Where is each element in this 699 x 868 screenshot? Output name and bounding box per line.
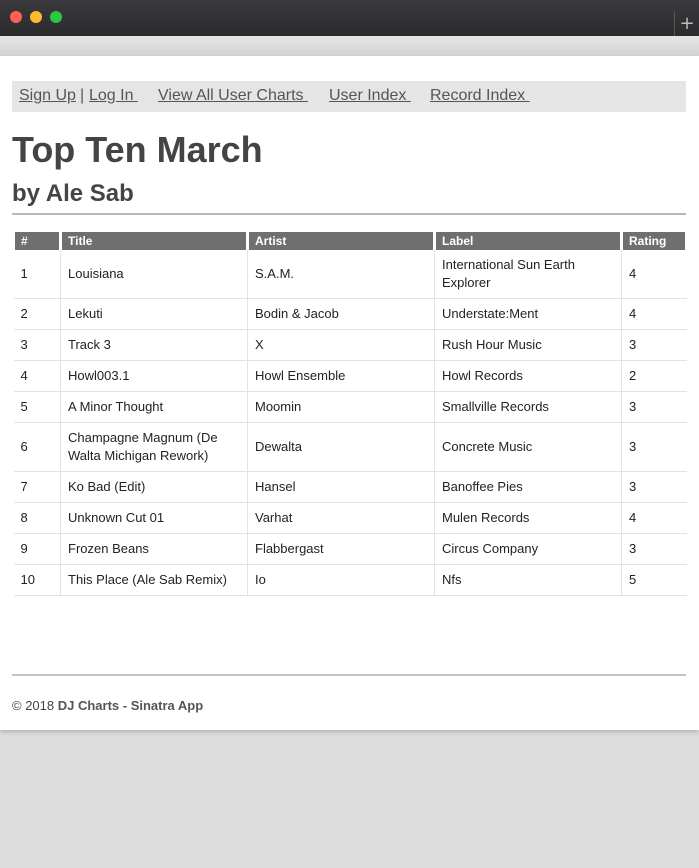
cell-title: Unknown Cut 01 bbox=[61, 503, 248, 534]
table-row bbox=[14, 299, 687, 330]
cell-artist: Io bbox=[248, 565, 435, 596]
cell-label: Understate:Ment bbox=[435, 299, 622, 330]
cell-artist: Varhat bbox=[248, 503, 435, 534]
cell-number: 6 bbox=[14, 423, 61, 472]
cell-label: Smallville Records bbox=[435, 392, 622, 423]
cell-label: International Sun Earth Explorer bbox=[435, 250, 622, 299]
cell-rating: 4 bbox=[622, 299, 687, 330]
top-navigation bbox=[12, 81, 686, 112]
table-row bbox=[14, 361, 687, 392]
cell-title: Ko Bad (Edit) bbox=[61, 472, 248, 503]
column-header-title: Title bbox=[61, 232, 248, 250]
cell-artist: Bodin & Jacob bbox=[248, 299, 435, 330]
nav-separator: | bbox=[80, 87, 85, 104]
zoom-window-button[interactable] bbox=[50, 11, 62, 23]
cell-rating: 3 bbox=[622, 534, 687, 565]
cell-artist: S.A.M. bbox=[248, 250, 435, 299]
chart-byline: by Ale Sab bbox=[12, 180, 134, 207]
cell-rating: 2 bbox=[622, 361, 687, 392]
cell-number: 1 bbox=[14, 250, 61, 299]
cell-label: Mulen Records bbox=[435, 503, 622, 534]
page-content bbox=[0, 56, 699, 730]
cell-rating: 4 bbox=[622, 503, 687, 534]
record-index-link[interactable]: Record Index bbox=[430, 87, 530, 104]
cell-title: This Place (Ale Sab Remix) bbox=[61, 565, 248, 596]
cell-label: Rush Hour Music bbox=[435, 330, 622, 361]
cell-number: 8 bbox=[14, 503, 61, 534]
column-header-number: # bbox=[14, 232, 61, 250]
table-row bbox=[14, 423, 687, 472]
cell-title: Lekuti bbox=[61, 299, 248, 330]
cell-title: A Minor Thought bbox=[61, 392, 248, 423]
minimize-window-button[interactable] bbox=[30, 11, 42, 23]
column-header-rating: Rating bbox=[622, 232, 687, 250]
footer-app-name: DJ Charts - Sinatra App bbox=[57, 698, 204, 713]
cell-label: Concrete Music bbox=[435, 423, 622, 472]
table-row bbox=[14, 534, 687, 565]
chart-table bbox=[12, 232, 688, 596]
cell-title: Champagne Magnum (De Walta Michigan Rework) bbox=[61, 423, 248, 472]
cell-title: Track 3 bbox=[61, 330, 248, 361]
table-row bbox=[14, 503, 687, 534]
cell-label: Circus Company bbox=[435, 534, 622, 565]
cell-rating: 3 bbox=[622, 330, 687, 361]
cell-number: 7 bbox=[14, 472, 61, 503]
sign-up-link[interactable]: Sign Up bbox=[19, 87, 76, 104]
cell-artist: Moomin bbox=[248, 392, 435, 423]
copyright-text: © 2018 bbox=[12, 698, 58, 713]
cell-number: 3 bbox=[14, 330, 61, 361]
view-all-user-charts-link[interactable]: View All User Charts bbox=[158, 87, 308, 104]
cell-number: 10 bbox=[14, 565, 61, 596]
cell-number: 2 bbox=[14, 299, 61, 330]
cell-artist: Dewalta bbox=[248, 423, 435, 472]
cell-artist: Flabbergast bbox=[248, 534, 435, 565]
cell-title: Howl003.1 bbox=[61, 361, 248, 392]
cell-artist: Hansel bbox=[248, 472, 435, 503]
browser-toolbar-strip bbox=[0, 36, 699, 56]
cell-rating: 5 bbox=[622, 565, 687, 596]
cell-label: Nfs bbox=[435, 565, 622, 596]
table-header-row bbox=[14, 232, 687, 250]
table-row bbox=[14, 330, 687, 361]
table-row bbox=[14, 250, 687, 299]
cell-rating: 3 bbox=[622, 423, 687, 472]
column-header-label: Label bbox=[435, 232, 622, 250]
column-header-artist: Artist bbox=[248, 232, 435, 250]
new-tab-button[interactable]: + bbox=[674, 11, 699, 36]
cell-rating: 3 bbox=[622, 472, 687, 503]
cell-rating: 4 bbox=[622, 250, 687, 299]
page-title: Top Ten March bbox=[12, 129, 263, 170]
cell-artist: X bbox=[248, 330, 435, 361]
cell-number: 4 bbox=[14, 361, 61, 392]
footer-divider bbox=[12, 674, 686, 676]
user-index-link[interactable]: User Index bbox=[329, 87, 411, 104]
title-divider bbox=[12, 213, 686, 215]
cell-title: Louisiana bbox=[61, 250, 248, 299]
cell-rating: 3 bbox=[622, 392, 687, 423]
cell-number: 9 bbox=[14, 534, 61, 565]
cell-artist: Howl Ensemble bbox=[248, 361, 435, 392]
table-row bbox=[14, 392, 687, 423]
window-titlebar bbox=[0, 0, 699, 36]
cell-label: Banoffee Pies bbox=[435, 472, 622, 503]
cell-title: Frozen Beans bbox=[61, 534, 248, 565]
page-footer bbox=[12, 698, 203, 713]
log-in-link[interactable]: Log In bbox=[89, 87, 138, 104]
table-row bbox=[14, 472, 687, 503]
table-row bbox=[14, 565, 687, 596]
close-window-button[interactable] bbox=[10, 11, 22, 23]
cell-label: Howl Records bbox=[435, 361, 622, 392]
cell-number: 5 bbox=[14, 392, 61, 423]
